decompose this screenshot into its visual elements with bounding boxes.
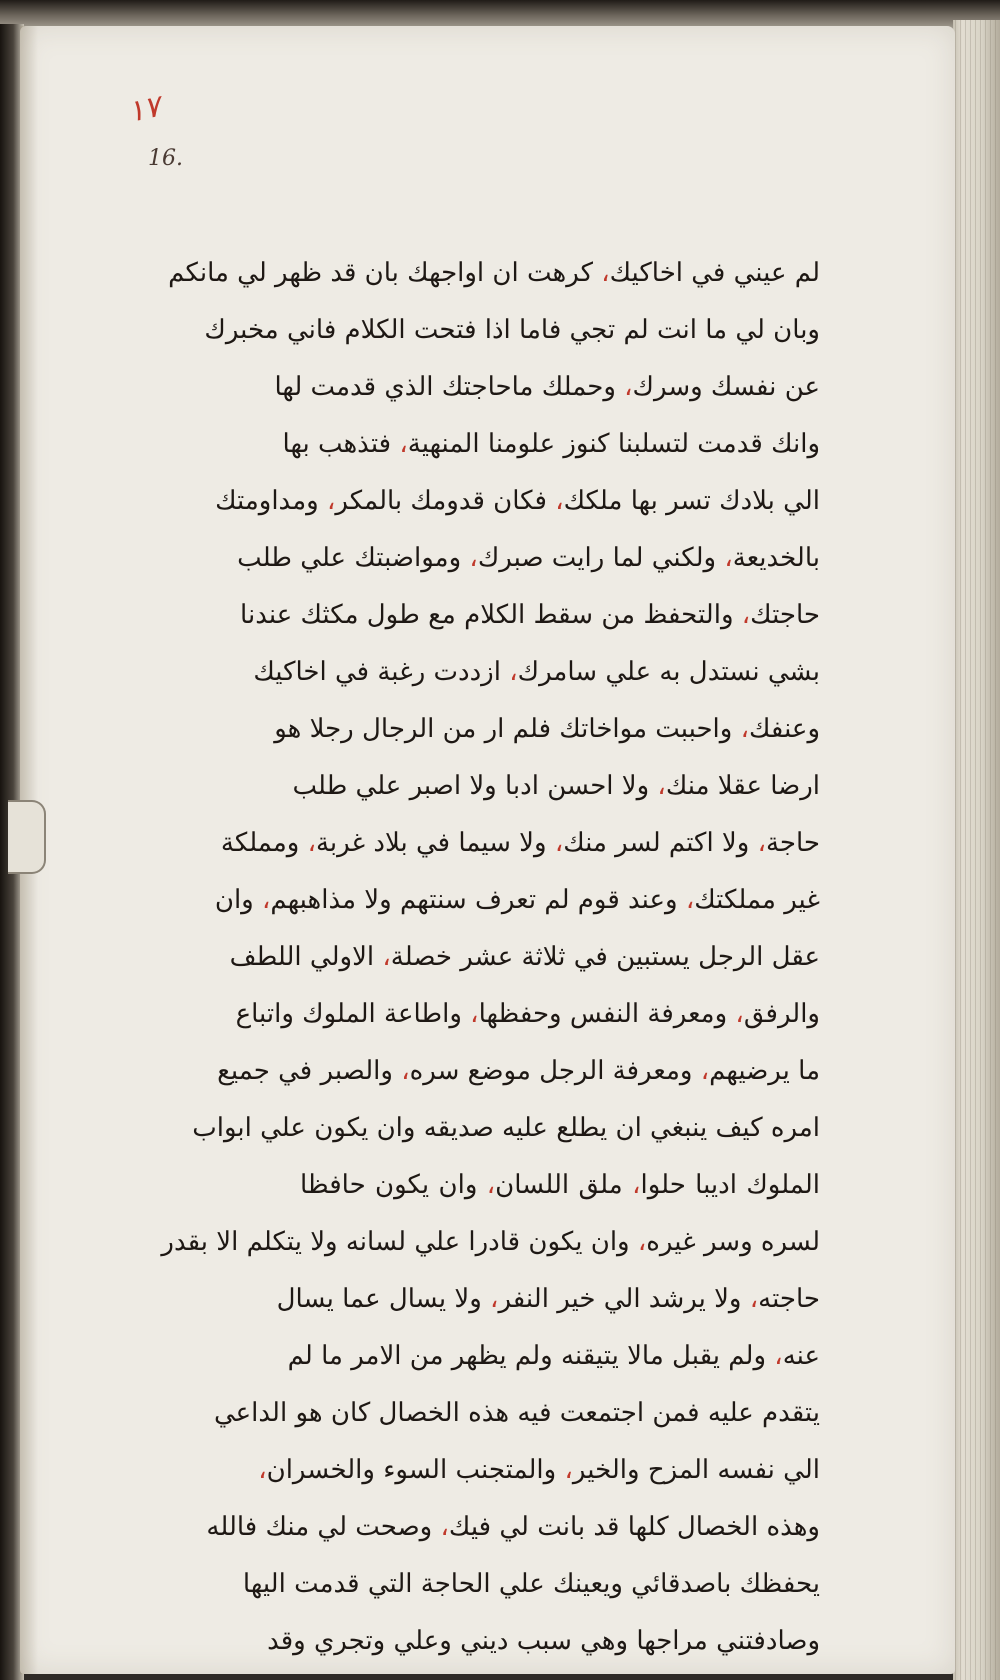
page-stack-lines xyxy=(955,20,998,1680)
rubric-mark: ، xyxy=(757,828,766,858)
text-line: غير مملكتك، وعند قوم لم تعرف سنتهم ولا مذاهبهم، وان xyxy=(214,885,820,915)
rubric-mark: ، xyxy=(735,999,744,1029)
text-line: وهذه الخصال كلها قد بانت لي فيك، وصحت لي منك فالله xyxy=(206,1512,820,1542)
rubric-mark: ، xyxy=(326,486,336,516)
rubric-mark: ، xyxy=(401,1056,410,1086)
rubric-mark: ، xyxy=(554,828,564,858)
rubric-mark: ، xyxy=(741,600,751,630)
rubric-mark: ، xyxy=(261,885,271,915)
text-line: ارضا عقلا منك، ولا احسن ادبا ولا اصبر علي طلب xyxy=(292,771,820,801)
rubric-mark: ، xyxy=(637,1227,647,1257)
text-line: عقل الرجل يستبين في ثلاثة عشر خصلة، الاولي اللطف xyxy=(229,942,820,972)
text-line: الي بلادك تسر بها ملكك، فكان قدومك بالمكر، ومداومتك xyxy=(215,486,820,516)
rubric-mark: ، xyxy=(740,714,750,744)
rubric-mark: ، xyxy=(399,429,408,459)
folio-number-red: ١٧ xyxy=(124,89,164,130)
rubric-mark: ، xyxy=(601,258,610,288)
text-line: عن نفسك وسرك، وحملك ماحاجتك الذي قدمت لها xyxy=(274,372,820,402)
rubric-mark: ، xyxy=(486,1170,496,1200)
text-line: لم عيني في اخاكيك، كرهت ان اواجهك بان قد ظهر لي مانكم xyxy=(168,258,820,288)
text-line: حاجته، ولا يرشد الي خير النفر، ولا يسال عما يسال xyxy=(276,1284,820,1314)
text-line: بشي نستدل به علي سامرك، ازددت رغبة في اخاكيك xyxy=(253,657,820,687)
rubric-mark: ، xyxy=(469,543,478,573)
rubric-mark: ، xyxy=(470,999,479,1029)
rubric-mark: ، xyxy=(509,657,518,687)
text-line: حاجتك، والتحفظ من سقط الكلام مع طول مكثك عندنا xyxy=(240,600,820,630)
rubric-mark: ، xyxy=(724,543,733,573)
text-line: الملوك اديبا حلوا، ملق اللسان، وان يكون حافظا xyxy=(300,1170,820,1200)
text-line: حاجة، ولا اكتم لسر منك، ولا سيما في بلاد غربة، ومملكة xyxy=(220,828,820,858)
rubric-mark: ، xyxy=(685,885,695,915)
text-line: الي نفسه المزح والخير، والمتجنب السوء والخسران، xyxy=(258,1455,820,1485)
text-line: وانك قدمت لتسلبنا كنوز علومنا المنهية، فتذهب بها xyxy=(282,429,820,459)
text-line: عنه، ولم يقبل مالا يتيقنه ولم يظهر من الامر ما لم xyxy=(287,1341,820,1371)
rubric-mark: ، xyxy=(700,1056,710,1086)
text-line: وصادفتني مراجها وهي سبب ديني وعلي وتجري وقد xyxy=(267,1626,820,1656)
text-line: والرفق، ومعرفة النفس وحفظها، واطاعة الملوك واتباع xyxy=(235,999,820,1029)
rubric-mark: ، xyxy=(624,372,633,402)
rubric-mark: ، xyxy=(490,1284,499,1314)
folio-number-ink: 16. xyxy=(148,146,183,171)
text-line: لسره وسر غيره، وان يكون قادرا علي لسانه ولا يتكلم الا بقدر xyxy=(161,1227,820,1257)
text-line: يحفظك باصدقائي ويعينك علي الحاجة التي قدمت اليها xyxy=(242,1569,820,1599)
text-line: وبان لي ما انت لم تجي فاما اذا فتحت الكلام فاني مخبرك xyxy=(204,315,820,345)
text-line: امره كيف ينبغي ان يطلع عليه صديقه وان يكون علي ابواب xyxy=(192,1113,820,1143)
rubric-mark: ، xyxy=(774,1341,783,1371)
manuscript-text-block xyxy=(161,245,820,1670)
text-line: يتقدم عليه فمن اجتمعت فيه هذه الخصال كان هو الداعي xyxy=(214,1398,820,1428)
page-tab-marker xyxy=(8,800,46,874)
rubric-mark: ، xyxy=(440,1512,449,1542)
rubric-mark: ، xyxy=(632,1170,641,1200)
rubric-mark: ، xyxy=(555,486,564,516)
rubric-mark: ، xyxy=(749,1284,759,1314)
rubric-mark: ، xyxy=(657,771,666,801)
rubric-mark: ، xyxy=(564,1455,573,1485)
rubric-mark: ، xyxy=(258,1455,267,1485)
text-line: بالخديعة، ولكني لما رايت صبرك، ومواضبتك علي طلب xyxy=(237,543,820,573)
text-line: ما يرضيهم، ومعرفة الرجل موضع سره، والصبر في جميع xyxy=(217,1056,820,1086)
rubric-mark: ، xyxy=(382,942,391,972)
text-line: وعنفك، واحببت مواخاتك فلم ار من الرجال رجلا هو xyxy=(274,714,820,744)
rubric-mark: ، xyxy=(307,828,316,858)
